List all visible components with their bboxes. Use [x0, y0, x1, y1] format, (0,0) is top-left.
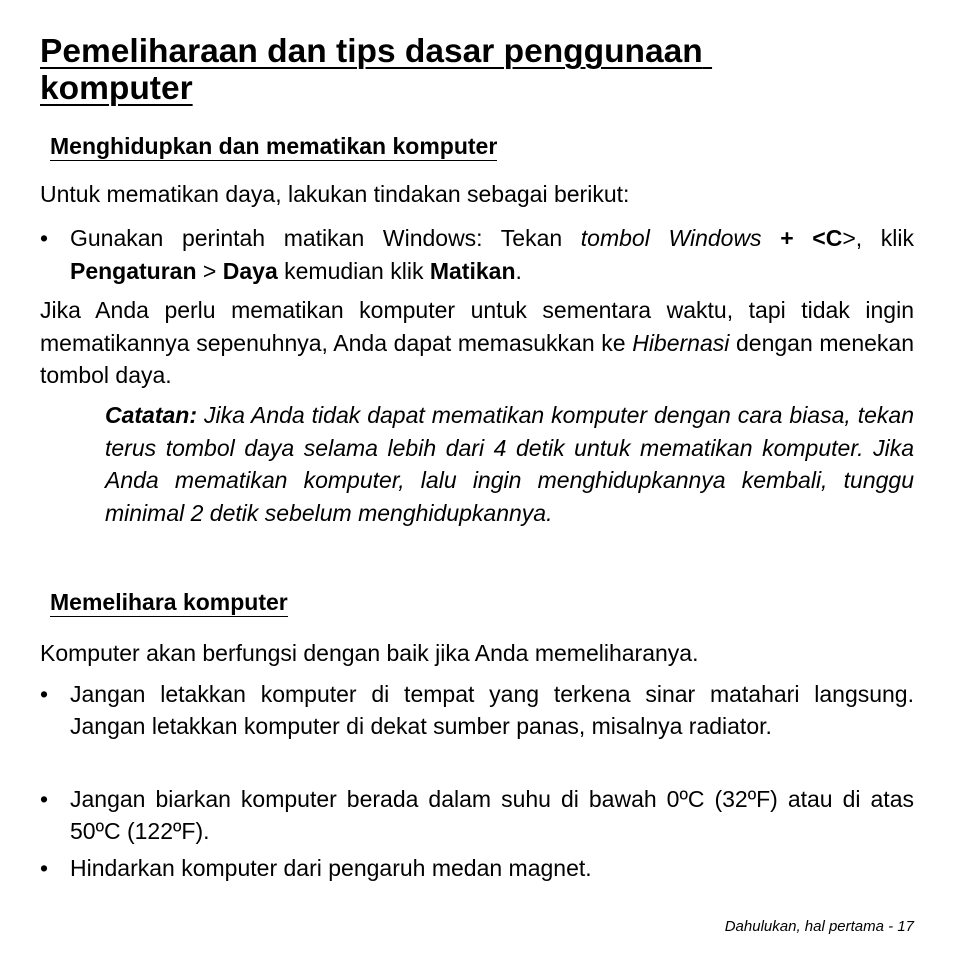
list-item-shutdown: • Gunakan perintah matikan Windows: Tekan tombol Windows + <C>, klik Pengaturan > Daya kemudian klik Matikan.: [40, 222, 914, 288]
note-label: Catatan:: [105, 402, 198, 428]
note-block: [105, 399, 914, 529]
maintenance-intro: Komputer akan berfungsi dengan baik jika Anda memeliharanya.: [40, 640, 699, 666]
section-heading-power: Menghidupkan dan mematikan komputer: [50, 133, 498, 159]
page-title-line1: Pemeliharaan dan tips dasar penggunaan: [40, 33, 703, 70]
bullet-symbol: •: [40, 225, 49, 251]
list-item: • Jangan biarkan komputer berada dalam suhu di bawah 0ºC (32ºF) atau di atas 50ºC (122ºF).: [40, 786, 914, 844]
note-text: Jika Anda tidak dapat mematikan komputer dengan cara biasa, tekan terus tombol daya selama lebih dari 4 detik untuk mematikan komputer. Jika Anda mematikan komputer, lalu ingin menghidupkannya kembali, tunggu minimal 2 detik sebelum menghidupkannya.: [105, 402, 914, 526]
page-title: [40, 33, 780, 107]
list-item: • Hindarkan komputer dari pengaruh medan magnet.: [40, 855, 592, 881]
page-footer: Dahulukan, hal pertama - 17: [724, 918, 914, 935]
page-title-line2: komputer: [40, 70, 193, 107]
hibernate-paragraph: Jika Anda perlu mematikan komputer untuk sementara waktu, tapi tidak ingin mematikannya sepenuhnya, Anda dapat memasukkan ke Hibernasi dengan menekan tombol daya.: [40, 297, 915, 388]
list-item: • Jangan letakkan komputer di tempat yang terkena sinar matahari langsung. Jangan letakkan komputer di dekat sumber panas, misalnya radiator.: [40, 681, 914, 739]
section-heading-maintenance: Memelihara komputer: [50, 589, 288, 615]
power-intro: Untuk mematikan daya, lakukan tindakan sebagai berikut:: [40, 181, 630, 207]
